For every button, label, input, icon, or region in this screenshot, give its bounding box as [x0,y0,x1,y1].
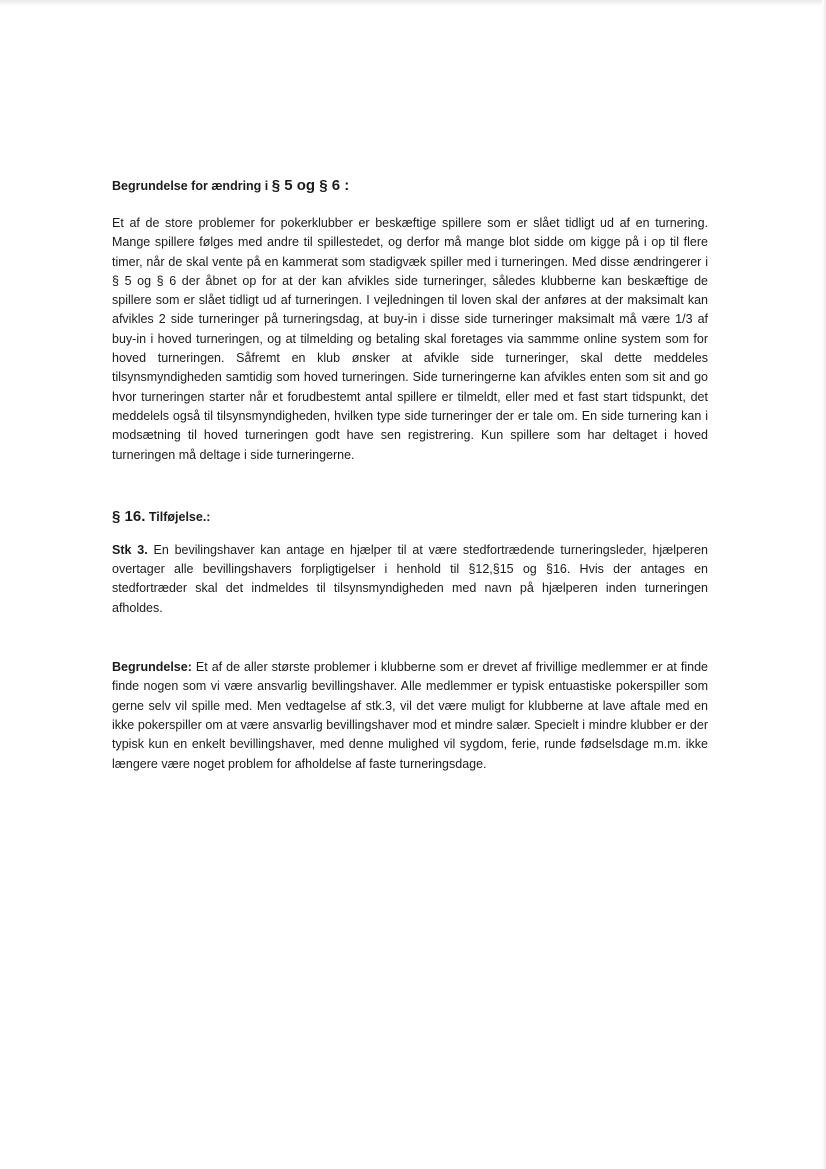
scan-shadow-right [822,0,826,1169]
paragraph-stk-3 [112,541,708,618]
scan-shadow-top [0,0,826,6]
heading-text: Begrundelse for ændring i [112,179,269,193]
paragraph-text: En bevilingshaver kan antage en hjælper til at være stedfortrædende turneringsleder, hjælperen overtager alle bevillingshavers forpligtigelser i henhold til §12,§15 og §16. Hvis der antages en stedfortræder skal det indmeldes til tilsynsmyndigheden med navn på hjælperen inden turneringen afholdes. [112,542,708,615]
section-heading-rationale-5-6 [112,176,708,196]
section-heading-16-addition [112,507,708,527]
heading-paragraph-refs: § 5 og § 6 : [271,177,350,194]
document-body [112,176,708,774]
spacer [112,465,708,507]
paragraph-text: Et af de aller største problemer i klubberne som er drevet af frivillige medlemmer er at finde finde nogen som vi være ansvarlig bevillingshaver. Alle medlemmer er typisk entuastiske pokerspiller som gerne selv vil spille med. Men vedtagelse af stk.3, vil det være muligt for klubberne at lave aftale med en ikke pokerspiller om at være ansvarlig bevillingshaver mod et mindre salær. Specielt i mindre klubber er der typisk kun en enkelt bevillingshaver, med denne mulighed vil sygdom, ferie, runde fødselsdage m.m. ikke længere være noget problem for afholdelse af faste turneringsdage. [112,660,708,771]
paragraph-lead-stk: Stk 3. [112,542,148,557]
spacer [112,618,708,658]
paragraph-rationale-side-tournaments: Et af de store problemer for pokerklubber er beskæftige spillere som er slået tidligt ud af en turnering. Mange spillere følges med andre til spillestedet, og derfor må mange blot sidde om kigge på i op til flere timer, når de skal vente på en kammerat som stadigvæk spiller med i turneringen. Med disse ændringerer i § 5 og § 6 der åbnet op for at der kan afvikles side turneringer, således klubberne kan beskæftige de spillere som er slået tidligt ud af turneringen. I vejledningen til loven skal der anføres at der maksimalt kan afvikles 2 side turneringer på turneringsdag, at buy-in i disse side turneringer maksimalt må være 1/3 af buy-in i hoved turneringen, og at tilmelding og betaling skal foretages via sammme online system som for hoved turneringen. Såfremt en klub ønsker at afvikle side turneringer, skal dette meddeles tilsynsmyndigheden samtidig som hoved turneringen. Side turneringerne kan afvikles enten som sit and go hvor turneringen starter når et forudbestemt antal spillere er tilmeldt, eller med et fast start tidspunkt, det meddelels også til tilsynsmyndigheden, hvilken type side turneringer der er tale om. En side turnering kan i modsætning til hoved turneringen godt have sen registrering. Kun spillere som har deltaget i hoved turneringen må deltage i side turneringerne. [112,216,708,462]
heading-label: Tilføjelse.: [148,509,211,524]
heading-paragraph-number: § 16. [112,507,146,525]
spacer [112,196,708,214]
paragraph-lead-begrundelse: Begrundelse: [112,660,192,675]
spacer [112,527,708,541]
paragraph-rationale-stk-3 [112,658,708,774]
